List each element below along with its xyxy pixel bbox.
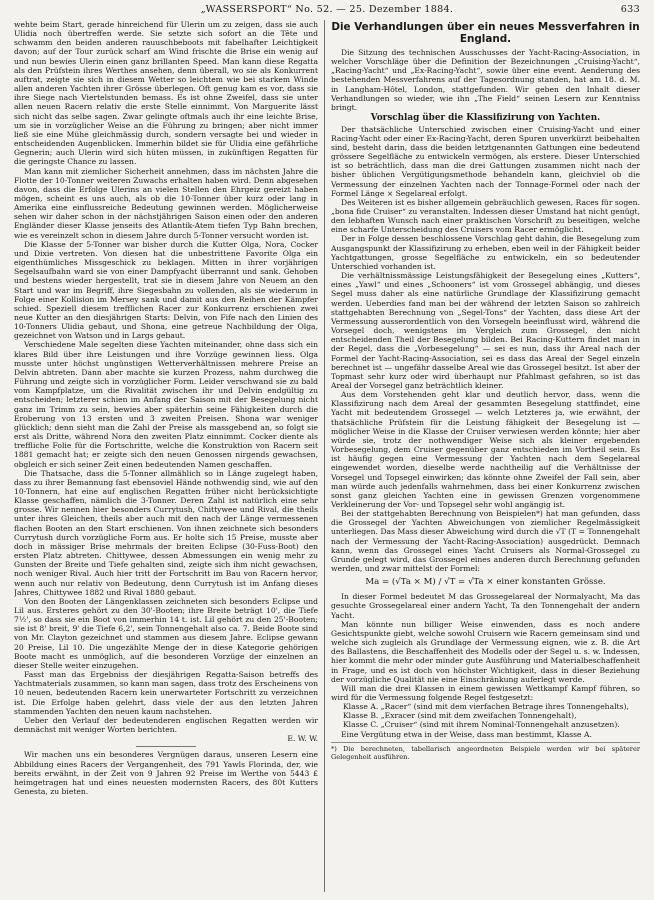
column-rule xyxy=(324,20,325,892)
article-paragraph: In dieser Formel bedeutet M das Grossegelareal der Normalyacht, Ma das gesuchte Grossegelareal einer andern Yacht, Ta den Tonnengehalt der andern Yacht. xyxy=(331,592,640,620)
class-item: Klasse A. „Racer“ (sind mit dem vierfachen Betrage ihres Tonnengehalts), xyxy=(343,702,629,712)
article-paragraph: Aus dem Vorstehenden geht klar und deutlich hervor, dass, wenn die Klassifizirung nach dem Areal der gesammten Besegelung stattfindet, eine Yacht mit bedeutendem Grossegel — welch Letzteres ja, wie erwähnt, der thatsächliche Prüfstein für die Leistung fähigkeit der Besegelung ist — möglicher Weise in die Klasse der Cruiser verwiesen werden könnte; hier aber würde sie, trotz der nothwendiger Weise sich als kleiner ergebenden Vorbesegelung, dem Cruiser gegenüber ganz entschieden im Vortheil sein. Es ist häufig gegen eine Vermessung der Yachten nach dem Segelareal eingewendet worden, dieselbe werde nachtheilig auf die Verhältnisse der Vorsegel und Topsegel einwirken; das könnte ohne Zweifel der Fall sein, aber man würde auch jedenfalls wahrnehmen, dass bei einer Konkurrenz zwischen sonst ganz gleichen Yachten eine in gewissen Grenzen vorgenommene Verkleinerung der Vor- und Topsegel sehr wohl angängig ist. xyxy=(331,390,640,509)
class-item: Klasse B. „Exracer (sind mit dem zweifachen Tonnengehalt), xyxy=(343,711,577,721)
right-column xyxy=(331,20,640,895)
journal-running-head: „WASSERSPORT“ No. 52. — 25. Dezember 1884. xyxy=(200,4,454,15)
article-paragraph: Die Klasse der 5-Tonner war bisher durch die Kutter Olga, Nora, Cocker und Dixie vertreten. Von diesen hat die unbestrittene Favorite Olga ein eigenthümliches Missgeschick zu beklagen. Mitten in ihrer vorjährigen Segelsaufbahn ward sie von einer Dampfyacht überrannt und sank. Gehoben und bestens wieder hergestellt, trat sie in diesem Jahre von Neuem an den Start und war im Begriff, ihre Siegesbahn zu vollenden, als sie wiederum in Folge einer Kollision im Mersey sank und damit aus den Reihen der Kämpfer schied. Speziell diesem trefflichen Racer zur Konkurrenz erschienen zwei neue Kutter an den diesjährigen Starts: Delvin, von Fife nach den Linien des 10-Tonners Ulidia gebaut, und Shona, eine getreue Nachbildung der Olga, gezeichnet von Watson und in Largs gebaut. xyxy=(14,239,318,341)
author-signature: E. W. W. xyxy=(287,734,318,744)
class-item: Klasse C. „Cruiser“ (sind mit ihrem Nominal-Tonnengehalt anzusetzen). xyxy=(343,720,620,730)
footnote: *) Die berechneten, tabellarisch angeordneten Beispiele werden wir bei späterer Gelegenheit ausführen. xyxy=(331,742,640,761)
article-paragraph: Der in Folge dessen beschlossene Vorschlag geht dahin, die Besegelung zum Ausgangspunkt der Klassifizirung zu erheben, eben weil in der Fähigkeit beider Yachtgattungen, grosse Segelfläche zu entwickeln, ein so bedeutender Unterschied vorhanden ist. xyxy=(331,234,640,271)
article-paragraph: Will man die drei Klassen in einem gewissen Wettkampf Kampf führen, so wird für die Vermessung folgende Regel festgesetzt: xyxy=(331,683,640,702)
article-paragraph: Bei der stattgehabten Berechnung von Beispielen*) hat man gefunden, dass die Grossegel der Yachten Abweichungen von ziemlicher Regelmässigkeit unterliegen. Das Mass dieser Abweichung wird durch die √T (T = Tonnengehalt nach der Vermessung der Yacht-Racing-Association) ausgedrückt. Demnach kann, wenn das Grossegel eines Yacht Cruisers als Normal-Grossegel zu Grunde gelegt wird, das Grossegel eines anderen durch Berechnung gefunden werden, und zwar mittelst der Formel: xyxy=(331,509,640,574)
article-paragraph: Von den Booten der Längenklassen zeichneten sich besonders Eclipse und Lil aus. Ersteres gehört zu den 30'-Booten; ihre Breite beträgt 10', die Tiefe 7½', so dass sie ein Boot von immerhin 14 t. ist. Lil gehört zu den 25'-Booten; sie ist 8' breit, 9' die Tiefe 6,2', sein Tonnengehalt also ca. 7. Beide Boote sind von Mr. Clayton gezeichnet und stammen aus diesem Jahre. Eclipse gewann 20 Preise, Lil 10. Die ungezählte Menge der in diese Kategorie gehörigen Boote macht es unmöglich, auf die besonderen Vorzüge der einzelnen an dieser Stelle weiter einzugehen. xyxy=(14,596,318,670)
article-paragraph: Man kann mit ziemlicher Sicherheit annehmen, dass im nächsten Jahre die Flotte der 10-Tonner weiteren Zuwachs erhalten haben wird. Denn abgesehen davon, dass die Erfolge Ulerins an vielen Stellen den Ehrgeiz gereizt haben mögen, scheint es uns auch, als ob die 10-Tonner über kurz oder lang in Amerika eine einflussreiche Bedeutung gewinnen werden. Möglicherweise sehen wir daher schon in der nächstjährigen Saison einen oder den anderen Engländer dieser Klasse jenseits des Atlantik-Atem tiefen Typ Bahn brechen, wie es vereinzelt schon in diesem Jahre durch 5-Tonner versucht worden ist. xyxy=(14,166,318,240)
article-paragraph: Verschiedene Male segelten diese Yachten miteinander, ohne dass sich ein klares Bild über ihre Leistungen und ihre Vorzüge gewinnen liess. Olga musste unter höchst ungünstigen Wetterverhältnissen mehrere Preise an Delvin abtreten. Dann aber machte sie kurzen Prozess, nahm durchweg die Führung und zeigte sich in vorzüglicher Form. Leider verschwand sie zu bald vom Kampfplatze, um die Rivalität zwischen ihr und Delvin endgültig zu entscheiden; letzterer schien im Anfang der Saison mit der Besegelung nicht ganz im Trimm zu sein, bewies aber späterhin seine Fähigkeiten durch die Eroberung von 13 ersten und 3 zweiten Preisen. Shona war weniger glücklich; denn sieht man die Zahl der Preise als massgebend an, so folgt sie erst als Dritte, während Nora den zweiten Platz einnimmt. Cocker diente als treffliche Folie für die Fortschritte, welche die Konstruktion von Racern seit 1881 gemacht hat; er zeigte sich den neuen Genossen nirgends gewachsen, obgleich er sich seiner Zeit einen bedeutenden Namen geschaffen. xyxy=(14,340,318,469)
article-paragraph: Der thatsächliche Unterschied zwischen einer Cruising-Yacht und einer Racing-Yacht oder einer Ex-Racing-Yacht, deren Spuren unverkürzt beibehalten sind, besteht darin, dass die beiden letztgenannten Gattungen eine bedeutend grössere Segelfläche zu entwickeln vermögen, als erstere. Dieser Unterschied ist so beträchtlich, dass man die drei Gattungen zusammen nicht nach der bisher üblichen Vergütigungsmethode behandeln kann, gleichviel ob die Vermessung der einzelnen Yachten nach der Tonnage-Formel oder nach der Formel Länge × Segelareal erfolgt. xyxy=(331,124,640,198)
class-list xyxy=(331,702,640,729)
section-heading: Vorschlag über die Klassifizirung von Yachten. xyxy=(370,113,601,124)
sail-area-formula: Ma = (√Ta × M) / √T = √Ta × einer konstanten Grösse. xyxy=(365,577,606,588)
article-paragraph: wehte beim Start, gerade hinreichend für Ulerin um zu zeigen, dass sie auch Ulidia noch übertreffen werde. Sie setzte sich sofort an die Tête und schwamm den beiden anderen rauuschbeboots mit fabelhafter Leichtigkeit davon; auf der Tour zurück scharf am Wind frischte die Brise ein wenig auf und nun bewies Ulerin einen ganz brillanten Speed. Man kann diese Regatta als den Prüfstein ihres Werthes ansehen, denn überall, wo sie als Konkurrent auftrat, zeigte sie sich in diesem Wetter so leichtem wie bei starkem Winde allen anderen Yachten ihrer Grösse überlegen. Oft genug kam es vor, dass sie ihre Siege nach Viertelstunden bemass. Es ist ohne Zweifel, dass sie unter allen neuen Racern relativ die erste Stelle einnimmt. Von Marguerite lässt sich nicht das selbe sagen. Zwar gelingte oftmals auch ihr eine leichte Brise, um sie in vorzüglicher Weise an die Führung zu bringen; aber nicht immer ließ sie eine Mühe gleichmässig durch, sondern versagte bei und wieder in entscheidenden Augenblicken. Immerhin bildet sie für Ulidia eine gefährliche Gegnerin; auch Ulerin wird sich hüten müssen, in zukünftigen Regatten für die geringste Chance zu lassen. xyxy=(14,20,318,167)
article-paragraph: Des Weiteren ist es bisher allgemein gebräuchlich gewesen, Races für sogen. „bona fide Cruiser“ zu veranstalten. Indessen dieser Umstand hat nicht genügt, den lebhaften Wunsch nach einer praktischen Vorschrift zu beseitigen, welche eine scharfe Unterscheidung des Cruisers vom Racer ermöglicht. xyxy=(331,197,640,235)
article-paragraph: Fasst man das Ergebniss der diesjährigen Regatta-Saison betreffs des Yachtmaterials zusammen, so kann man sagen, dass trotz des Erscheinens von 10 neuen, bedeutenden Racern kein unerwarteter Fortschritt zu verzeichnen ist. Die Erfolge haben gelehrt, dass viele der aus den letzten Jahren stammenden Yachten den neuen kaum nachstehen. xyxy=(14,670,318,716)
article-paragraph: Die verhältnissmässige Leistungsfähigkeit der Besegelung eines „Kutters“, eines „Yawl“ und eines „Schooners“ ist vom Grossegel abhängig, und dieses Segel muss daher als eine natürliche Grundlage der Klassifizirung gemacht werden. Ueberdies fand man bei der während der letzten Saison so zahlreich stattgehabten Berechnung von „Segel-Tons“ der Yachten, dass diese Art der Vermessung ausserordentlich von den Vorsegeln beeinflusst wird, während die Vorsegel doch, wenigstens im Vergleich zum Grossegel, den nicht entscheidenden Theil der Besegelung bilden. Bei Racing-Kuttern findet man in der Regel, dass die „Vorbesegelung“ — sei es nun, dass ihr Areal nach der Formel der Yacht-Racing-Association, sei es dass das Areal der Segel einzeln berechnet ist — ungefähr dasselbe Areal wie das Grossegel besitzt. Ist aber der Topmast sehr kurz oder wird überhaupt nur Pfahlmast gefahren, so ist das Areal der Vorsegel ganz beträchtlich kleiner. xyxy=(331,271,640,390)
section-divider xyxy=(136,746,196,747)
article-intro: Die Sitzung des technischen Ausschusses der Yacht-Racing-Association, in welcher Vorschläge über die Definition der Bezeichnungen „Cruising-Yacht“, „Racing-Yacht“ und „Ex-Racing-Yacht“, sowie über eine event. Aenderung des bestehenden Messverfahrens auf der Tagesordnung standen, hat am 18. d. M. in Langham-Hôtel, London, stattgefunden. Wir geben den Inhalt dieser Verhandlungen so wieder, wie ihn „The Field“ seinen Lesern zur Kenntniss bringt. xyxy=(331,48,640,112)
page-header xyxy=(14,4,640,18)
article-paragraph: Die Thatsache, dass die 5-Tonner allmählich so in Länge zugelegt haben, dass zu ihrer Bemannung fast ebensoviel Hände nothwendig sind, wie auf den 10-Tonnern, hat eine auf englischen Regatten früher nicht berücksichtigte Klasse geschaffen, nämlich die 3-Tonner. Deren Zahl ist natürlich eine sehr grosse. Wir nennen hier besonders Currytush, Chittywee und Rival, die theils unter ihres Gleichen, theils aber auch mit den nach der Länge vermessenen flachen Booten an den Start erschienen. Von ihnen zeichnete sich besonders Currytush durch vorzügliche Form aus. Er holte sich 15 Preise, musste aber doch in mässiger Brise mehrmals der breiten Eclipse (30-Fuss-Boot) den ersten Platz abtreten. Chittywee, dessen Abmessungen ein wenig mehr zu Gunsten der Breite und Tiefe gehalten sind, zeigte sich ihm nicht gewachsen, noch weniger Rival. Auch hier tritt der Fortschritt im Bau von Racern hervor, wenn auch nur relativ von Bedeutung, denn Currytush ist im Anfang dieses Jahres, Chittywee 1882 und Rival 1880 gebaut. xyxy=(14,468,318,597)
left-column xyxy=(14,20,318,895)
editorial-note: Wir machen uns ein besonderes Vergnügen daraus, unseren Lesern eine Abbildung eines Racers der Vergangenheit, des 791 Yawls Florinda, der, wie bereits erwähnt, in der Zeit von 9 Jahren 92 Preise im Werthe von 5443 £ heimgetragen hat und eines neuesten modernsten Racers, des 80t Kutters Genesta, zu bieten. xyxy=(14,750,318,796)
page-number: 633 xyxy=(620,4,640,15)
article-paragraph: Ueber den Verlauf der bedeutenderen englischen Regatten werden wir demnächst mit weniger Worten berichten. xyxy=(14,715,318,735)
article-title: Die Verhandlungen über ein neues Messverfahren in England. xyxy=(331,21,640,45)
article-paragraph: Eine Vergütung etwa in der Weise, dass man bestimmt, Klasse A. xyxy=(341,729,592,739)
article-paragraph: Man könnte nun billiger Weise einwenden, dass es noch andere Gesichtspunkte giebt, welche sowohl Cruisern wie Racern gemeinsam sind und welche sich zugleich als Grundlage der Vermessung eignen, wie z. B. die Art des Ballastens, die Beschaffenheit des Modells oder der Segel u. s. w. Indessen, hier kommt die mehr oder minder gute Ausführung und Materialbeschaffenheit in Frage, und es ist doch von höchster Wichtigkeit, dass in dieser Beziehung der vorzügliche Qualität nie eine Einschränkung auferlegt werde. xyxy=(331,619,640,684)
